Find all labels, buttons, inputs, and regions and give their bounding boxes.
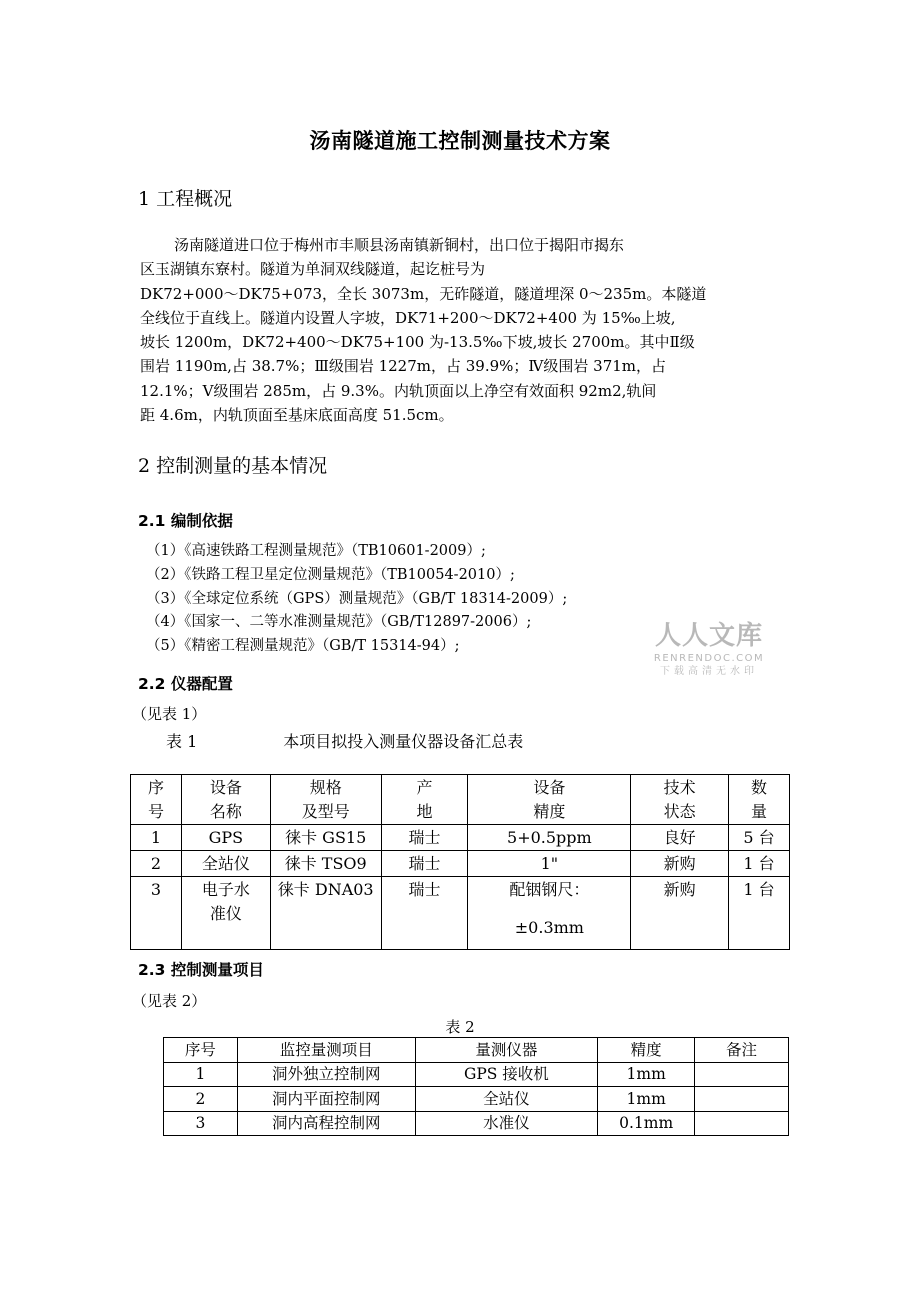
table-cell: 徕卡 DNA03	[270, 877, 381, 950]
section-1-paragraph	[140, 233, 750, 427]
table-2-caption: 表 2	[445, 1018, 475, 1036]
header-cell: 监控量测项目	[237, 1038, 415, 1063]
paragraph-line: 12.1%；Ⅴ级围岩 285m，占 9.3%。内轨顶面以上净空有效面积 92m2,轨间	[140, 381, 657, 400]
table-cell: 5 台	[729, 825, 790, 851]
table-cell	[695, 1111, 789, 1136]
table-cell: 1	[164, 1062, 238, 1087]
table-1-caption-label: 表 1	[166, 732, 198, 751]
table-cell: 徕卡 GS15	[270, 825, 381, 851]
table-cell: 3	[131, 877, 182, 950]
equipment-table	[130, 774, 790, 950]
header-cell: 产 地	[381, 775, 468, 825]
table-cell: 全站仪	[181, 851, 270, 877]
table-1-reference-note: （见表 1）	[132, 705, 207, 723]
table-cell: 2	[131, 851, 182, 877]
paragraph-line: 全线位于直线上。隧道内设置人字坡，DK71+200～DK72+400 为 15‰上坡,	[140, 308, 676, 327]
table-header-row	[164, 1038, 789, 1063]
header-cell: 备注	[695, 1038, 789, 1063]
table-1-caption-text: 本项目拟投入测量仪器设备汇总表	[283, 732, 524, 751]
header-cell: 规格 及型号	[270, 775, 381, 825]
table-cell: 1mm	[598, 1062, 695, 1087]
table-cell: 洞外独立控制网	[237, 1062, 415, 1087]
table-row	[131, 825, 790, 851]
table-cell: 1 台	[729, 851, 790, 877]
section-2-2-heading: 2.2 仪器配置	[138, 675, 233, 693]
table-row	[131, 877, 790, 950]
table-cell: 0.1mm	[598, 1111, 695, 1136]
table-cell: 瑞士	[381, 825, 468, 851]
paragraph-line: 坡长 1200m，DK72+400～DK75+100 为-13.5‰下坡,坡长 2700m。其中Ⅱ级	[140, 333, 695, 352]
table-cell: 1 台	[729, 877, 790, 950]
table-cell: 瑞士	[381, 851, 468, 877]
table-2-reference-note: （见表 2）	[132, 992, 207, 1010]
table-cell: GPS 接收机	[415, 1062, 598, 1087]
table-row	[164, 1087, 789, 1112]
table-cell: 徕卡 TSO9	[270, 851, 381, 877]
table-cell: GPS	[181, 825, 270, 851]
paragraph-line: 距 4.6m，内轨顶面至基床底面高度 51.5cm。	[140, 406, 454, 425]
table-cell: 洞内高程控制网	[237, 1111, 415, 1136]
reference-item: （2）《铁路工程卫星定位测量规范》（TB10054-2010）;	[146, 566, 515, 583]
table-cell: 1mm	[598, 1087, 695, 1112]
table-cell	[695, 1062, 789, 1087]
table-row	[164, 1111, 789, 1136]
table-cell: 3	[164, 1111, 238, 1136]
table-cell: 5+0.5ppm	[468, 825, 631, 851]
header-cell: 设备 名称	[181, 775, 270, 825]
section-2-1-heading: 2.1 编制依据	[138, 512, 233, 530]
table-cell: 配铟钢尺： ±0.3mm	[468, 877, 631, 950]
table-cell: 水准仪	[415, 1111, 598, 1136]
reference-item: （3）《全球定位系统（GPS）测量规范》（GB/T 18314-2009）;	[146, 590, 568, 607]
paragraph-line: 区玉湖镇东寮村。隧道为单洞双线隧道，起讫桩号为	[140, 260, 486, 279]
header-cell: 技术 状态	[631, 775, 729, 825]
table-cell: 1	[131, 825, 182, 851]
watermark-tagline: 下载高清无水印	[660, 666, 758, 677]
table-cell: 电子水 准仪	[181, 877, 270, 950]
paragraph-line: 围岩 1190m,占 38.7%；Ⅲ级围岩 1227m，占 39.9%；Ⅳ级围岩 371m，占	[140, 357, 667, 376]
section-1-heading: 1 工程概况	[138, 188, 233, 210]
header-cell: 精度	[598, 1038, 695, 1063]
watermark-site: RENRENDOC.COM	[653, 653, 765, 664]
table-row	[131, 851, 790, 877]
watermark-logo-text: 人人文库	[654, 621, 763, 651]
header-cell: 设备 精度	[468, 775, 631, 825]
table-1-caption	[166, 729, 523, 752]
reference-item: （4）《国家一、二等水准测量规范》（GB/T12897-2006）;	[146, 614, 532, 631]
header-cell: 量测仪器	[415, 1038, 598, 1063]
table-cell: 1"	[468, 851, 631, 877]
reference-item: （5）《精密工程测量规范》（GB/T 15314-94）;	[146, 638, 460, 655]
table-cell: 2	[164, 1087, 238, 1112]
table-cell: 新购	[631, 851, 729, 877]
table-header-row	[131, 775, 790, 825]
document-title: 汤南隧道施工控制测量技术方案	[309, 128, 611, 153]
section-2-3-heading: 2.3 控制测量项目	[138, 961, 264, 979]
header-cell: 序 号	[131, 775, 182, 825]
section-2-heading: 2 控制测量的基本情况	[138, 455, 328, 477]
header-cell: 序号	[164, 1038, 238, 1063]
control-survey-table	[163, 1037, 789, 1136]
paragraph-line: DK72+000～DK75+073，全长 3073m，无砟隧道，隧道埋深 0～235m。本隧道	[140, 284, 707, 303]
table-cell: 良好	[631, 825, 729, 851]
header-cell: 数 量	[729, 775, 790, 825]
table-cell: 洞内平面控制网	[237, 1087, 415, 1112]
table-cell	[695, 1087, 789, 1112]
reference-list	[146, 540, 567, 659]
table-cell: 瑞士	[381, 877, 468, 950]
reference-item: （1）《高速铁路工程测量规范》（TB10601-2009）;	[146, 543, 486, 559]
table-cell: 新购	[631, 877, 729, 950]
table-row	[164, 1062, 789, 1087]
watermark	[646, 620, 772, 679]
paragraph-line: 汤南隧道进口位于梅州市丰顺县汤南镇新铜村，出口位于揭阳市揭东	[174, 236, 625, 254]
table-cell: 全站仪	[415, 1087, 598, 1112]
